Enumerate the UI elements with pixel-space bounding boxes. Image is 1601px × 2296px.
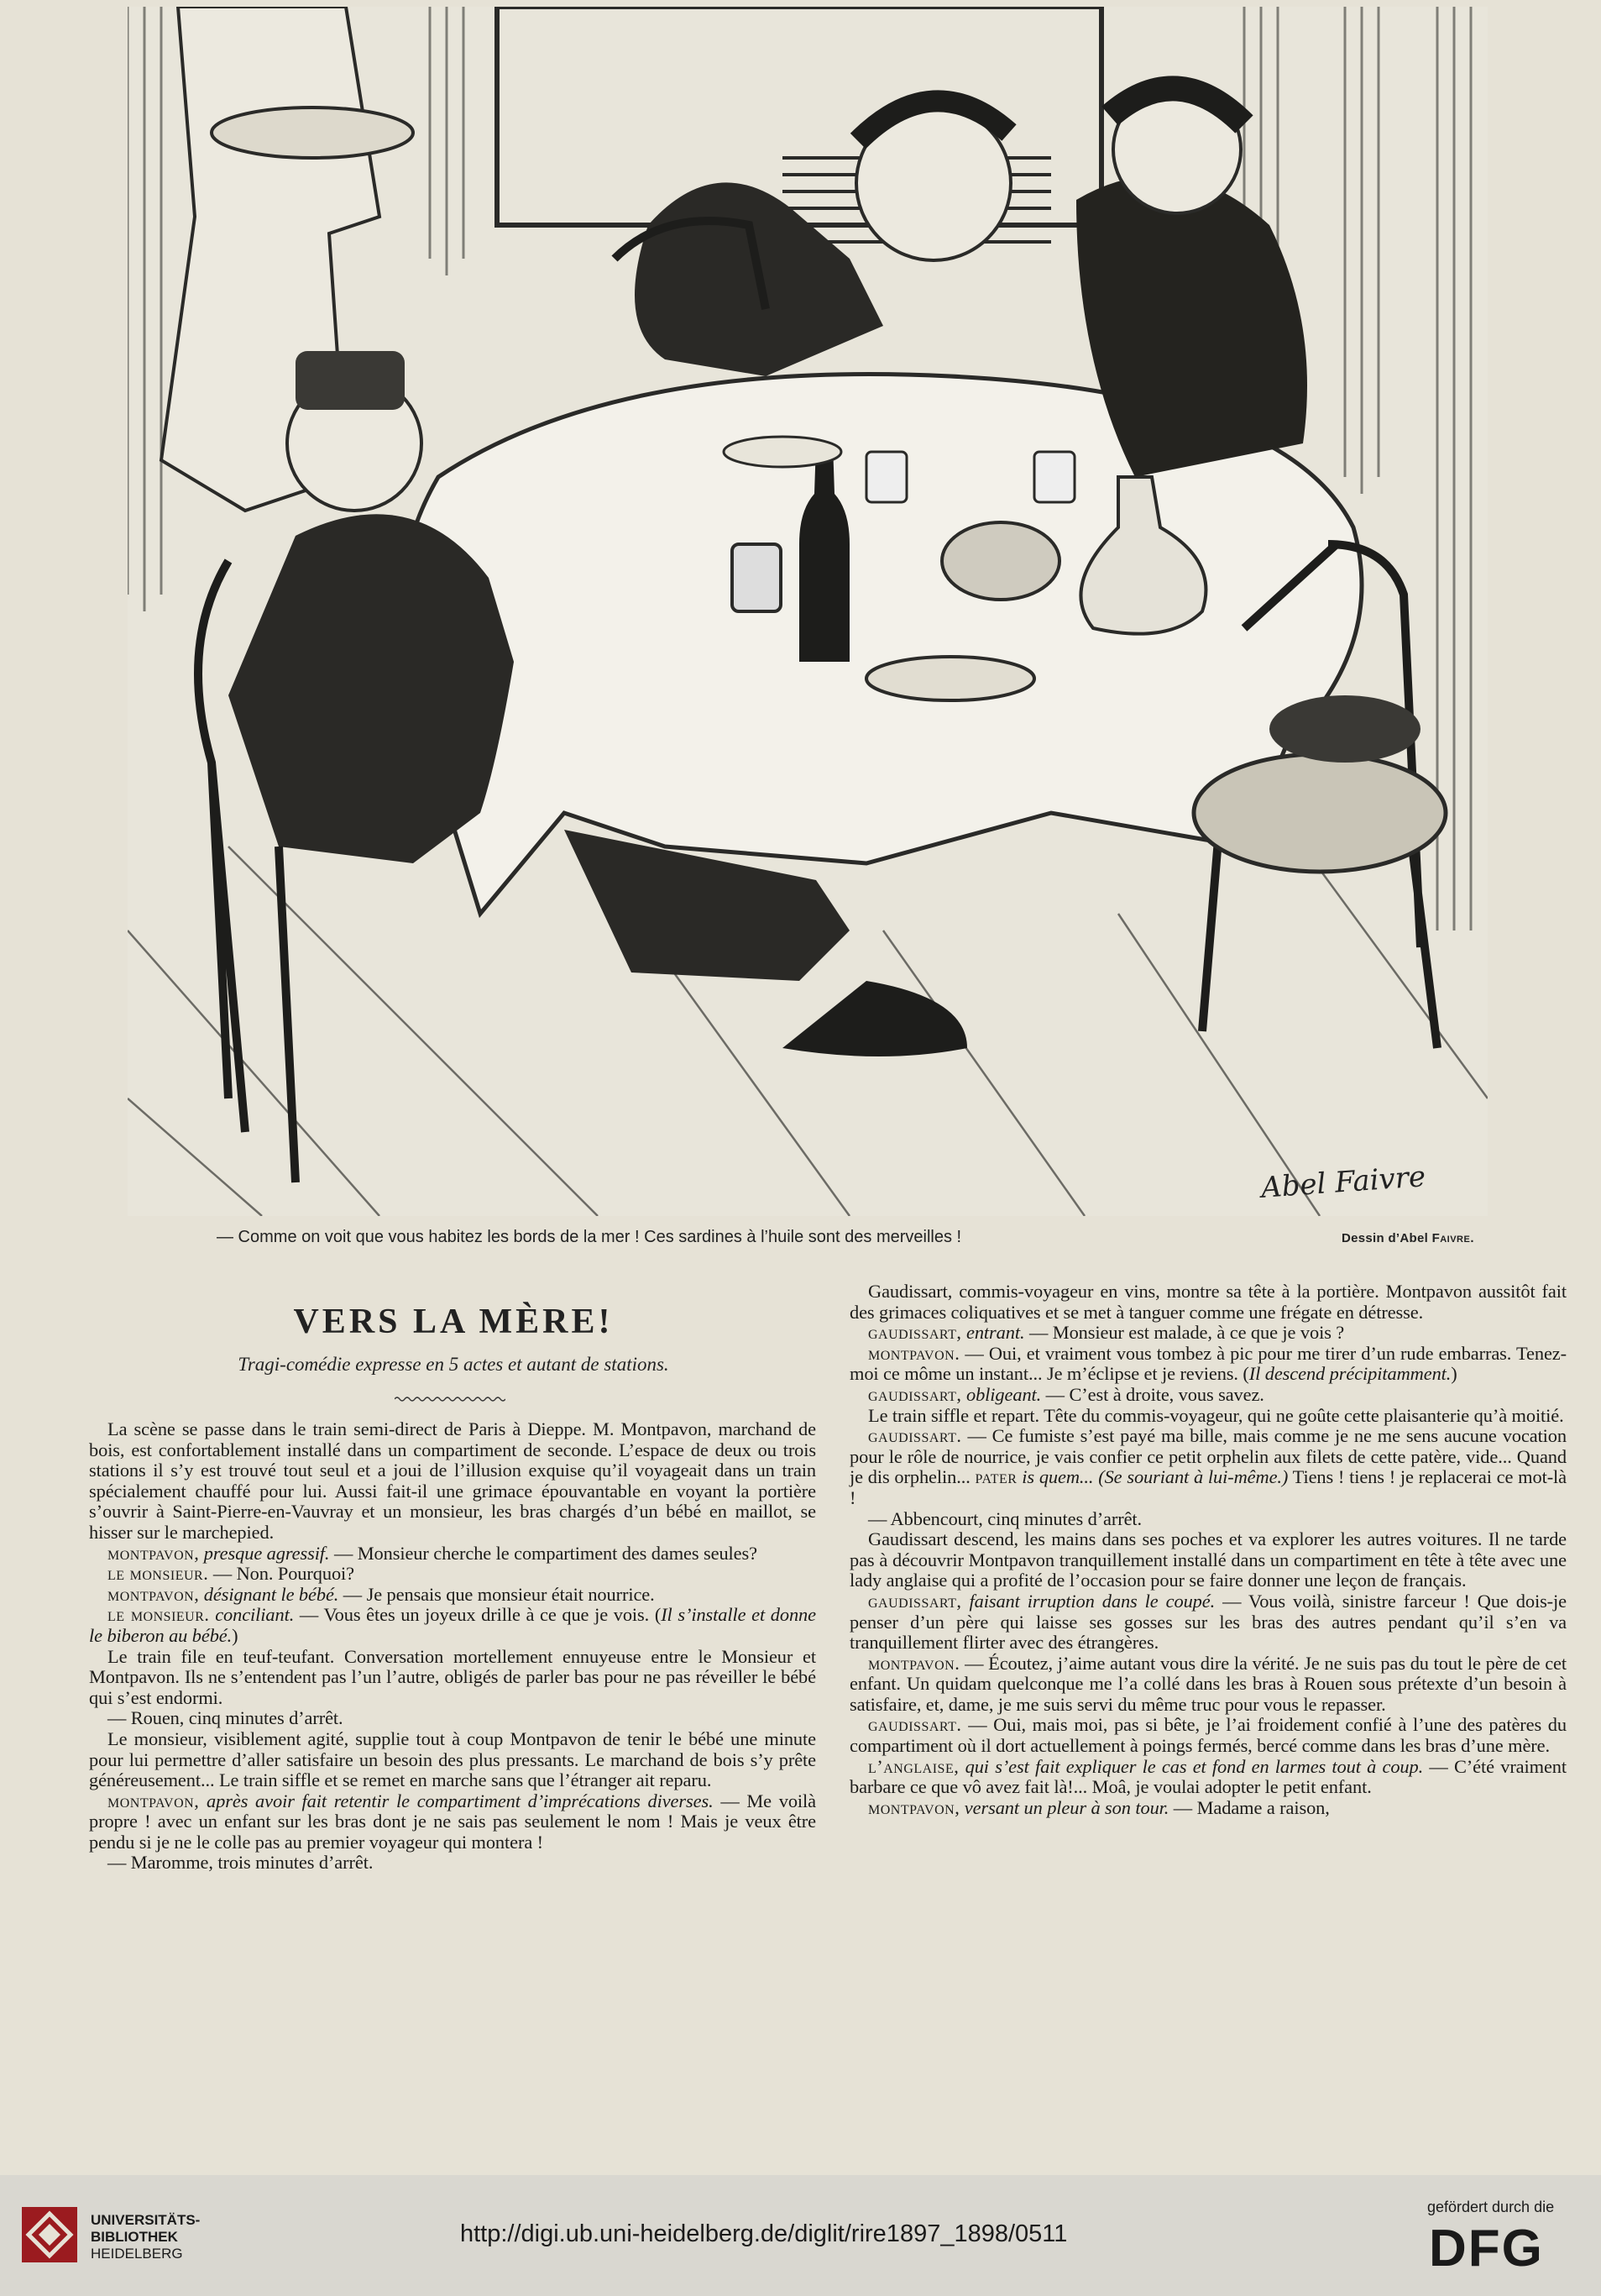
illustration-caption: — Comme on voit que vous habitez les bords de la mer ! Ces sardines à l’huile sont des merveilles !	[217, 1228, 962, 1246]
viewer-footer	[0, 2175, 1601, 2296]
wine-glass-left	[732, 544, 781, 611]
paragraph: Le train file en teuf-teufant. Conversation mortellement ennuyeuse entre le Monsieur et Montpavon. Ils ne s’entendent pas l’un l’autre, obligés de parler bas pour ne pas réveiller le bébé qui s’est endormi.	[89, 1645, 816, 1708]
dialogue-line: gaudissart, entrant. — Monsieur est malade, à ce que je vois ?	[868, 1322, 1345, 1344]
article-column-left	[89, 1419, 816, 1874]
credit-name: Faivre.	[1431, 1231, 1475, 1245]
dialogue-line: montpavon, presque agressif. — Monsieur cherche le compartiment des dames seules?	[107, 1542, 757, 1564]
dialogue-line: — Abbencourt, cinq minutes d’arrêt.	[868, 1507, 1143, 1529]
illustration-credit	[1342, 1231, 1474, 1245]
dining-scene-illustration	[128, 7, 1488, 1216]
plate-stack	[866, 657, 1034, 700]
cat-in-basket	[1269, 695, 1420, 763]
dialogue-line: montpavon, après avoir fait retentir le compartiment d’imprécations diverses. — Me voilà propre ! avec un enfant sur les bras dont je ne sais pas seulement le nom ! Mais je veux être pendu si je ne le colle pas au premier voyageur qui montera !	[89, 1790, 817, 1853]
serving-platter	[212, 107, 413, 158]
library-name: UNIVERSITÄTS- BIBLIOTHEK HEIDELBERG	[91, 2212, 201, 2262]
university-library-logo-icon	[22, 2207, 77, 2262]
article-title: VERS LA MÈRE!	[293, 1303, 614, 1341]
fruit-bowl	[942, 522, 1059, 600]
paragraph: Le monsieur, visiblement agité, supplie tout à coup Montpavon de tenir le bébé une minute pour lui permettre d’aller satisfaire un besoin des plus pressants. Le marchand de bois s’y prête généreusement... Le train siffle et se remet en marche sans que l’étranger ait reparu.	[89, 1727, 816, 1791]
plate-back	[724, 437, 841, 467]
paragraph: Gaudissart, commis-voyageur en vins, montre sa tête à la portière. Montpavon aussitôt fait des grimaces coliquatives et se met à tanguer comme une frégate en détresse.	[850, 1281, 1567, 1323]
dialogue-line: gaudissart, faisant irruption dans le coupé. — Vous voilà, sinistre farceur ! Que dois-je penser d’un père qui laisse ses gosses sur les bras des autres pendant qu’il s’en va tranquillement flirter avec des étrangères.	[850, 1590, 1567, 1654]
dialogue-line: montpavon, désignant le bébé. — Je pensais que monsieur était nourrice.	[107, 1583, 655, 1605]
title-ornament	[395, 1396, 505, 1402]
illustration-drawing	[128, 7, 1488, 1216]
dialogue-line: gaudissart, obligeant. — C’est à droite, vous savez.	[868, 1383, 1264, 1405]
seated-man-cap	[296, 351, 405, 410]
dfg-logo: DFG	[1429, 2220, 1544, 2278]
paragraph: Le train siffle et repart. Tête du commis-voyageur, qui ne goûte cette plaisanterie qu’à moitié.	[868, 1404, 1564, 1426]
document-url-link[interactable]: http://digi.ub.uni-heidelberg.de/diglit/rire1897_1898/0511	[460, 2220, 1068, 2247]
dialogue-line: gaudissart. — Oui, mais moi, pas si bête, je l’ai froidement confié à l’une des patères du compartiment où il dort actuellement à poings fermés, bercé comme dans les bras d’une mère.	[850, 1714, 1567, 1757]
dialogue-line: le monsieur. — Non. Pourquoi?	[107, 1563, 355, 1585]
dialogue-line: — Rouen, cinq minutes d’arrêt.	[107, 1707, 343, 1729]
article-subtitle: Tragi-comédie expresse en 5 actes et autant de stations.	[238, 1354, 669, 1375]
dialogue-line: montpavon, versant un pleur à son tour. — Madame a raison,	[868, 1796, 1330, 1818]
funding-note: gefördert durch die	[1427, 2199, 1555, 2215]
glass-back	[866, 452, 907, 502]
seated-man-coat	[228, 514, 514, 863]
wicker-basket	[1194, 754, 1446, 872]
dialogue-line: le monsieur. conciliant. — Vous êtes un joyeux drille à ce que je vois. (Il s’installe et donne le biberon au bébé.)	[89, 1604, 816, 1646]
glass-right	[1034, 452, 1075, 502]
dialogue-line: gaudissart. — Ce fumiste s’est payé ma bille, mais comme je ne me sens aucune vocation pour le rôle de nourrice, je vais confier ce petit orphelin aux filets de cette patère, vide... Quand je dis orphelin... pater is quem... (Se souriant à lui-même.) Tiens ! tiens ! je replacerai ce mot-là !	[850, 1425, 1567, 1508]
credit-prefix: Dessin d’Abel	[1342, 1231, 1432, 1245]
dialogue-line: l’anglaise, qui s’est fait expliquer le cas et fond en larmes tout à coup. — C’été vraiment barbare ce que vô avez fait là!... Moâ, je voulai adopter le petit enfant.	[850, 1755, 1567, 1798]
article-column-right	[850, 1282, 1567, 1818]
paragraph: La scène se passe dans le train semi-direct de Paris à Dieppe. M. Montpavon, marchand de bois, est confortablement installé dans un compartiment de seconde. L’espace de deux ou trois stations il s’y est trouvé tout seul et a joui de l’illusion exquise qu’il voyageait dans un train spécialement chauffé pour lui. Aussi fait-il une grimace épouvantable en voyant la portière s’ouvrir à Saint-Pierre-en-Vauvray et un monsieur, les bras chargés d’un bébé en maillot, se hisser sur le marchepied.	[89, 1418, 816, 1543]
dialogue-line: — Maromme, trois minutes d’arrêt.	[107, 1852, 374, 1874]
artist-signature: Abel Faivre	[1259, 1160, 1427, 1205]
paragraph: Gaudissart descend, les mains dans ses poches et va explorer les autres voitures. Il ne tarde pas à découvrir Montpavon tranquillement installé dans un compartiment en tête à tête avec une lady anglaise qui a profité de l’occasion pour se faire donner une leçon de français.	[850, 1528, 1567, 1591]
seated-man-shoe	[782, 981, 967, 1056]
dialogue-line: montpavon. — Écoutez, j’aime autant vous dire la vérité. Je ne suis pas du tout le père de cet enfant. Un quidam quelconque me l’a collé dans les bras à Rouen sous prétexte d’un besoin à satisfaire, et, dame, je me suis servi du même truc pour vous le repasser.	[850, 1652, 1567, 1715]
dialogue-line: montpavon. — Oui, et vraiment vous tombez à pic pour me tirer d’un rude embarras. Tenez-moi ce môme un instant... Je m’éclipse et je reviens. (Il descend précipitamment.)	[850, 1342, 1567, 1385]
